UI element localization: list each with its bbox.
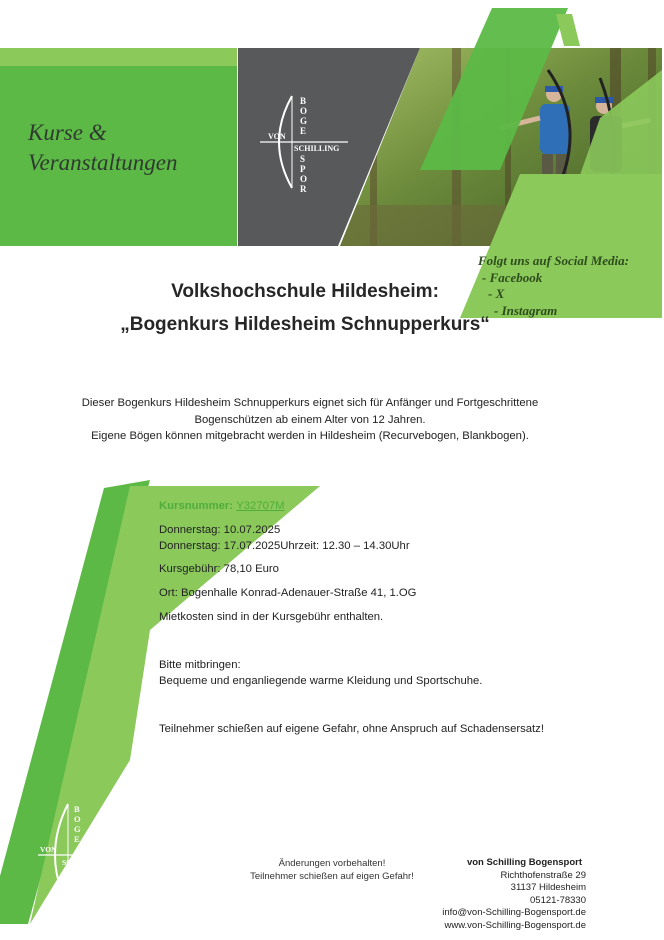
bogensport-logo-footer [34, 800, 126, 910]
svg-text:SCHILLING: SCHILLING [62, 858, 105, 867]
svg-text:P: P [300, 164, 306, 174]
header-band-accent [556, 14, 580, 46]
header-title-line1: Kurse & [28, 120, 107, 145]
svg-text:G: G [300, 116, 308, 126]
course-number-value[interactable]: Y32707M [236, 500, 285, 512]
company-phone[interactable]: 05121-78330 [530, 894, 586, 906]
svg-text:T: T [74, 898, 80, 908]
company-name: von Schilling Bogensport [466, 857, 582, 868]
svg-text:VON: VON [40, 845, 57, 854]
company-website[interactable]: www.von-Schilling-Bogensport.de [444, 919, 586, 931]
footer-note [232, 857, 432, 883]
svg-text:E: E [74, 834, 80, 844]
course-title: „Bogenkurs Hildesheim Schnupperkurs“ [120, 314, 490, 335]
title-block-stripe [0, 48, 237, 66]
svg-text:R: R [300, 184, 307, 194]
company-email[interactable]: info@von-Schilling-Bogensport.de [442, 907, 586, 918]
social-instagram[interactable]: - Instagram [494, 302, 558, 318]
header-title-line2: Veranstaltungen [28, 150, 178, 175]
course-location: Ort: Bogenhalle Konrad-Adenauer-Straße 41, 1.OG [159, 587, 417, 599]
svg-text:O: O [74, 814, 81, 824]
svg-text:B: B [74, 804, 80, 814]
risk-disclaimer: Teilnehmer schießen auf eigene Gefahr, ohne Anspruch auf Schadensersatz! [159, 723, 544, 735]
course-number [159, 498, 285, 514]
footer-note-line1: Änderungen vorbehalten! [278, 858, 386, 869]
bogensport-logo [252, 90, 356, 194]
company-street: Richthofenstraße 29 [500, 869, 586, 881]
social-x[interactable]: - X [488, 286, 505, 301]
svg-text:O: O [74, 888, 81, 898]
svg-text:P: P [74, 878, 80, 888]
svg-text:S: S [74, 868, 79, 878]
svg-text:B: B [300, 96, 307, 106]
bring-text: Bequeme und enganliegende warme Kleidung und Sportschuhe. [159, 675, 483, 687]
svg-text:G: G [74, 824, 81, 834]
header-title [28, 118, 178, 178]
social-title: Folgt uns auf Social Media: [478, 253, 629, 268]
svg-text:E: E [300, 126, 307, 136]
intro-line3: Eigene Bögen können mitgebracht werden in Hildesheim (Recurvebogen, Blankbogen). [91, 430, 529, 442]
course-rental-note: Mietkosten sind in der Kursgebühr enthalten. [159, 611, 384, 623]
course-intro [40, 395, 580, 445]
intro-line1: Dieser Bogenkurs Hildesheim Schnupperkurs eignet sich für Anfänger und Fortgeschrittene [81, 397, 539, 409]
company-city: 31137 Hildesheim [510, 882, 586, 893]
social-facebook[interactable]: - Facebook [482, 269, 543, 285]
svg-text:O: O [300, 106, 308, 116]
bring-label: Bitte mitbringen: [159, 659, 241, 671]
intro-line2: Bogenschützen ab einem Alter von 12 Jahren. [194, 413, 426, 426]
course-number-label: Kursnummer: [159, 500, 234, 512]
course-date-1: Donnerstag: 10.07.2025 [159, 524, 281, 536]
course-date-2: Donnerstag: 17.07.2025Uhrzeit: 12.30 – 14.30Uhr [159, 540, 410, 552]
svg-text:O: O [300, 174, 308, 184]
svg-text:SCHILLING: SCHILLING [294, 144, 340, 153]
svg-text:S: S [300, 154, 306, 164]
course-provider-title: Volkshochschule Hildesheim: [171, 281, 439, 302]
company-address [410, 857, 586, 932]
svg-text:VON: VON [268, 132, 286, 141]
course-fee: Kursgebühr: 78,10 Euro [159, 563, 279, 575]
footer-note-line2: Teilnehmer schießen auf eigen Gefahr! [250, 871, 414, 882]
